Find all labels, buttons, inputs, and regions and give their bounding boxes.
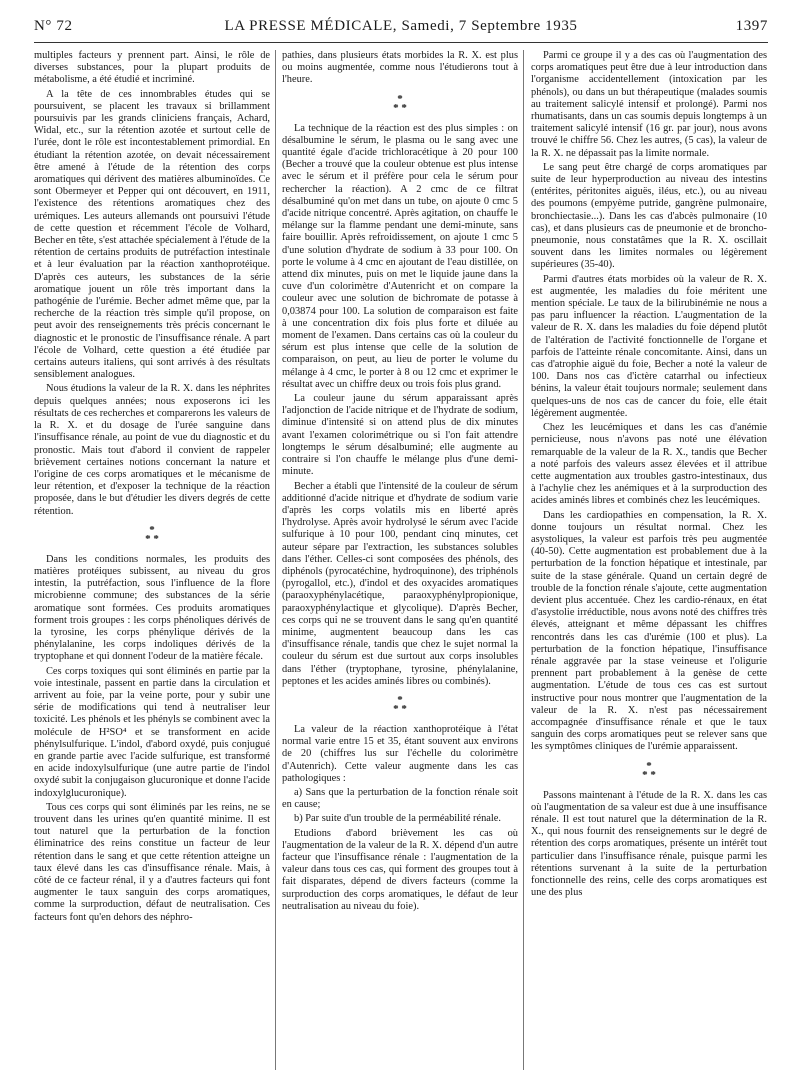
column-2 <box>282 50 518 1070</box>
paragraph: pathies, dans plusieurs états morbides la R. X. est plus ou moins augmentée, comme nous l'étudierons tout à l'heure. <box>282 50 518 86</box>
paragraph: a) Sans que la perturbation de la fonction rénale soit en cause; <box>282 786 518 811</box>
paragraph: Ces corps toxiques qui sont éliminés en partie par la voie intestinale, passent en partie dans la circulation et arrivent au foie, par la veine porte, pour y subir une série de modifications qui tend à neutraliser leur toxicité. Les phénols et les phényls se combinent avec la molécule de H²SO⁴ et se transforment en acide phénylsulfurique. L'indol, d'abord oxydé, puis conjugué en grande partie avec l'acide sulfurique, est transformé en acide indoxylsulfurique (une autre partie de l'indol oxydé subit la conjugaison glucuronique et donne l'acide indoxylglucuronique). <box>34 665 270 799</box>
paragraph: La couleur jaune du sérum apparaissant après l'adjonction de l'acide nitrique et de l'hydrate de sodium, diminue d'intensité si on attend plus de dix minutes avant l'examen colorimétrique ou si l'on fait attendre longtemps le sérum désalbuminé; elle augmente au contraire si l'on chauffe le mélange plus d'une demi-minute. <box>282 393 518 478</box>
header-rule <box>34 42 768 43</box>
section-separator: * * * <box>145 523 159 545</box>
paragraph: Dans les conditions normales, les produits des matières protéiques subissent, au niveau du gros intestin, la putréfaction, sous l'influence de la flore microbienne commune; des substances de la série aromatique sont formées. Ces produits aromatiques forment trois groupes : les corps phénoliques dérivés de la tyrosine, les corps phénylique dérivés de la phénylalanine, les corps indoliques dérivés de la tryptophane et qui donnent l'odeur de la matière fécale. <box>34 553 270 663</box>
paragraph: Parmi d'autres états morbides où la valeur de R. X. est augmentée, les maladies du foie méritent une mention spéciale. Le taux de la bilirubinémie ne nous a pas paru influencer la réaction. L'augmentation de la valeur de R. X. dans les maladies du foie dépend plutôt de l'altération de l'activité fonctionnelle de l'organe et parfois de l'atteinte rénale concomitante. Ainsi, dans un cas d'atrophie aiguë du foie, Becher a noté la valeur de 100. Dans nos cas d'ictère catarrhal ou infectieux bénins, la valeur était toujours normale; seulement dans quelques-uns de nos cas de cancer du foie, elle était légèrement augmentée. <box>531 273 767 419</box>
section-separator: * * * <box>393 693 407 715</box>
paragraph: La technique de la réaction est des plus simples : on désalbumine le sérum, le plasma ou le sang avec une quantité égale d'acide trichloracétique à 20 pour 100 (Becher a trouvé que la couleur obtenue est plus intense avec le sérum et il préfère pour cela le sérum pour rechercher la réaction). A 2 cmc de ce filtrat désalbuminé qu'on met dans un tube, on ajoute 0 cmc 5 d'acide nitrique concentré. Après agitation, on chauffe le mélange sur la flamme pendant une demi-minute, sans faire bouillir. Après refroidissement, on ajoute 1 cmc 5 d'une solution d'hydrate de sodium à 33 pour 100. On porte le volume à 4 cmc en ajoutant de l'eau distillée, on attend dix minutes, puis on met le liquide jaune dans la cuve d'un colorimètre d'Autenricht et on compare la couleur avec une solution de bichromate de potasse à 0,03874 pour 100. La solution de comparaison est faite à une concentration dix fois plus forte et diluée au moment de l'examen. Dans certains cas où la couleur du sérum est plus intense que celle de la solution de comparaison, on peut, au lieu de porter le volume du mélange à 4 cmc, le porter à 8 ou 12 cmc et exprimer le résultat avec un chiffre deux ou trois fois plus grand. <box>282 122 518 390</box>
section-separator: * * * <box>642 759 656 781</box>
paragraph: Chez les leucémiques et dans les cas d'anémie pernicieuse, nous n'avons pas noté une élévation remarquable de la valeur de la R. X., tandis que Becher a noté parfois des valeurs assez élevées et il attribue cette augmentation aux troubles gastro-intestinaux, dus à l'achylie chez les anémiques et à la surproduction des acides aminés libres et combinés chez les leucémiques. <box>531 422 767 507</box>
column-divider <box>275 50 276 1070</box>
issue-number: N° 72 <box>34 18 73 34</box>
paragraph: Nous étudions la valeur de la R. X. dans les néphrites depuis quelques années; nous exposerons ici les résultats de ces recherches et comparerons les valeurs de la R. X. et du dosage de l'urée sanguine dans l'insuffisance rénale, au point de vue du diagnostic et du pronostic. Mais tout d'abord il convient de rappeler brièvement certaines notions concernant la nature et l'origine de ces corps aromatiques et le mécanisme de leur rétention, et d'exposer la technique de la réaction proposée, dans le but d'étudier les divers degrés de cette rétention. <box>34 383 270 517</box>
paragraph: Becher a établi que l'intensité de la couleur de sérum additionné d'acide nitrique et d'hydrate de sodium varie d'après les corps volatils mis en liberté après l'hydrolyse. Après avoir hydrolysé le sérum avec l'acide sulfurique à 10 pour 100, pendant cinq minutes, cet auteur sépare par l'extraction, les substances solubles dans l'éther. Celles-ci sont composées des phénols, des diphénols (pyrocatéchine, hydroquinone), des triphénols (pyrogallol, etc.), d'indol et des oxyacides aromatiques (paraoxyphénylacétique, paraoxyphénylpropionique, paraoxyphénylactique et glycolique). D'après Becher, ces corps qui ne se trouvent dans le sang qu'en quantité minime, augmentent beaucoup dans les cas d'insuffisance rénale, tandis que chez le sujet normal la couleur du sérum est due surtout aux corps insolubles dans l'éther (tryptophane, tyrosine, phénylalanine, peptones et les acides aminés libres ou combinés). <box>282 480 518 687</box>
paragraph: Parmi ce groupe il y a des cas où l'augmentation des corps aromatiques peut être due à leur introduction dans l'organisme accidentellement (intoxication par les phénols), ou dans un but thérapeutique (malades soumis au traitement salicylé intensif et prolongé). Parmi nos rhumatisants, dans un cas soumis depuis longtemps à un traitement salicylé intensif (16 gr. par jour), nous avons trouvé le chiffre 56. Chez les autres, (5 cas), la valeur de la R. X. ne dépassait pas la limite normale. <box>531 50 767 159</box>
paragraph: Le sang peut être chargé de corps aromatiques par suite de leur hyperproduction au niveau des intestins (entérites, péritonites aiguës, iléus, etc.), ou au niveau des poumons (empyème putride, gangrène pulmonaire, bronchiectasie...). Dans les cas d'abcès pulmonaire (10 cas), et dans plusieurs cas de pneumonie et de broncho-pneumonie, nous constatâmes que la R. X. oscillait souvent dans les limites normales ou légèrement supérieures (35-40). <box>531 161 767 271</box>
journal-title: LA PRESSE MÉDICALE, Samedi, 7 Septembre 1935 <box>224 18 578 34</box>
paragraph: Dans les cardiopathies en compensation, la R. X. donne toujours un résultat normal. Chez les asystoliques, la valeur est parfois très peu augmentée (40-50). Cette augmentation est probablement due à la perturbation de la fonction hépatique et intestinale, par suite de la stase générale. Quand un certain degré de trouble de la fonction rénale s'ajoute, cette augmentation devient plus accentuée. Chez les cardio-rénaux, en état d'asystolie irréductible, nous avons noté des chiffres très élevés, atteignant et même dépassant les chiffres rencontrés dans les cas d'urémie (100 et plus). La perturbation de la fonction hépatique, l'insuffisance rénale aggravée par la stase veineuse et l'oligurie prennent part probablement à la genèse de cette augmentation. L'étude de tous ces cas est surtout instructive pour nous montrer que l'augmentation de la valeur de la R. X. n'est pas nécessairement accompagnée d'insuffisance rénale et que le taux sanguin des corps aromatiques peut se relever sans que les symptômes cliniques de l'urémie apparaissent. <box>531 509 767 753</box>
paragraph: multiples facteurs y prennent part. Ainsi, le rôle de diverses substances, pour la plupart produits de métabolisme, a été étudié et incriminé. <box>34 50 270 86</box>
page-number: 1397 <box>735 18 768 34</box>
column-divider <box>523 50 524 1070</box>
column-1 <box>34 50 270 1070</box>
page-header <box>34 18 768 40</box>
paragraph: Passons maintenant à l'étude de la R. X. dans les cas où l'augmentation de sa valeur est due à une insuffisance rénale. Il est tout naturel que la détermination de la R. X., qui nous fournit des renseignements sur le degré de rétention des corps aromatiques, présente un intérêt tout particulier dans l'insuffisance rénale, puisque parmi les rétentions survenant à la suite de la perturbation fonctionnelle des reins, celle des corps aromatiques est une des plus <box>531 789 767 899</box>
paragraph: Etudions d'abord brièvement les cas où l'augmentation de la valeur de la R. X. dépend d'un autre facteur que l'insuffisance rénale : l'augmentation de la valeur dans tous ces cas, qui forment des groupes tout à fait disparates, dépend de divers facteurs (comme la surproduction des corps aromatiques, le défaut de leur neutralisation au niveau du foie). <box>282 827 518 912</box>
column-3 <box>531 50 767 1070</box>
paragraph: Tous ces corps qui sont éliminés par les reins, ne se trouvent dans les urines qu'en quantité minime. Il est tout naturel que la perturbation de la fonction éliminatrice des reins constitue un facteur de leur rétention dans le sang et que cette rétention atteigne un taux élevé dans les cas d'insuffisance rénale. Mais, à côté de ce facteur rénal, il y a d'autres facteurs qui font augmenter le taux sanguin des corps aromatiques, comme la surproduction, défaut de neutralisation. Ces facteurs font qu'en dehors des néphro- <box>34 801 270 923</box>
paragraph: La valeur de la réaction xanthoprotéique à l'état normal varie entre 15 et 35, étant souvent aux environs de 20 (chiffres lus sur l'échelle du colorimètre d'Autenrich). Cette valeur augmente dans les cas pathologiques : <box>282 723 518 784</box>
section-separator: * * * <box>393 92 407 114</box>
paragraph: A la tête de ces innombrables études qui se poursuivent, se placent les travaux si brillamment poursuivis par les grands cliniciens français, Achard, Widal, etc., sur la rétention azotée et surtout celle de l'urée, dont le rôle est incontestablement primordial. En étudiant la rétention azotée, on devait nécessairement être amené à l'étude de la rétention des corps aromatiques qui dérivent des matières albuminoïdes. Ce sont Obermeyer et Pepper qui ont découvert, en 1911, l'existence des rétentions aromatiques chez des urémiques. Les auteurs allemands ont poursuivi l'étude de cette question et récemment l'école de Volhard, Becher en tête, s'est attachée spécialement à l'étude de la rétention de certains produits de putréfaction intestinale et à leur évaluation par la réaction xanthoprotéique. D'après ces auteurs, les substances de la série aromatique jouent un rôle très important dans la pathogénie de l'urémie. Becher admet même que, par la recherche de la réaction très simple qu'il propose, on peut avoir des renseignements très précis concernant le diagnostic et le pronostic de l'insuffisance rénale. A part l'école de Volhard, cette question a été étudiée par certains auteurs italiens, qui sont arrivés à des résultats sensiblement analogues. <box>34 88 270 381</box>
paragraph: b) Par suite d'un trouble de la perméabilité rénale. <box>294 813 502 825</box>
